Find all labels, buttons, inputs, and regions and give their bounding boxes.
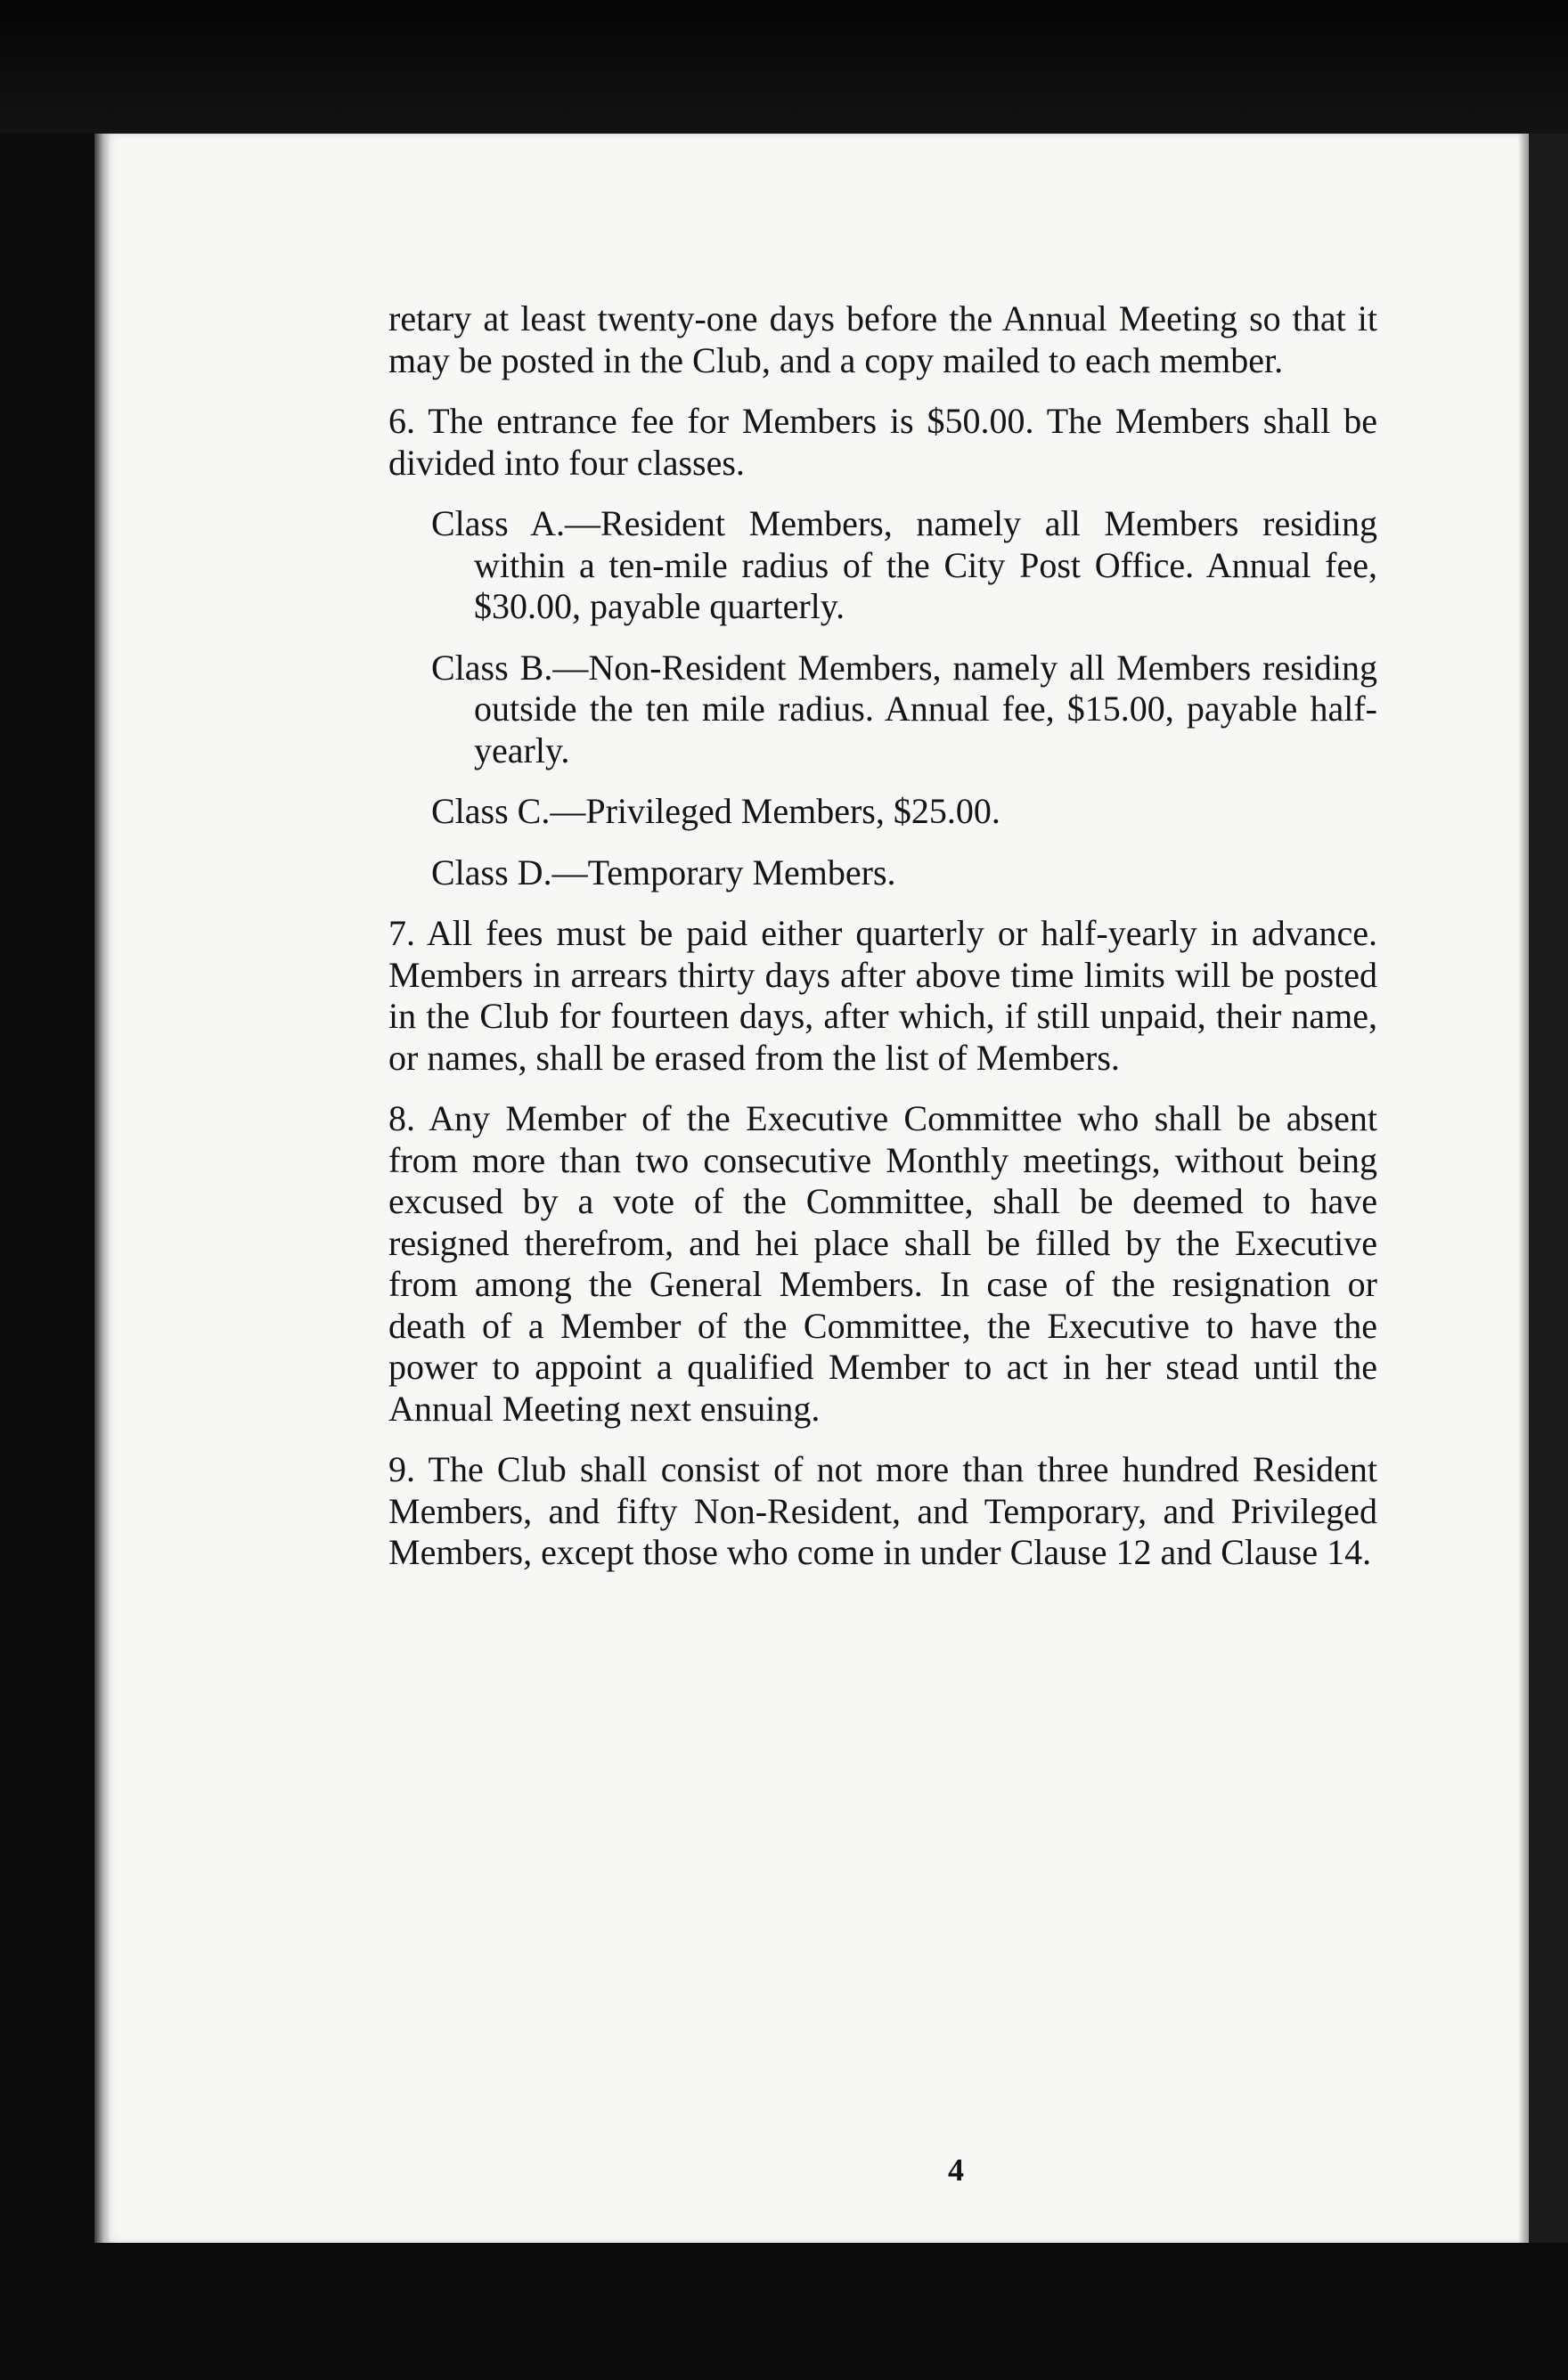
scan-right-border [1529,134,1568,2243]
paragraph-8-executive-committee: 8. Any Member of the Executive Committee who shall be absent from more than two consecutive Monthly meetings, without being excused by a vote of the Committee, shall be deemed to have resigned therefrom, and hei place shall be filled by the Executive from among the General Members. In case of the resignation or death of a Member of the Committee, the Executive to have the power to appoint a qualified Member to act in her stead until the Annual Meeting next ensuing. [388,1098,1377,1429]
page-right-edge [1518,134,1529,2243]
paragraph-7-fees: 7. All fees must be paid either quarterly or half-yearly in advance. Members in arrears thirty days after above time limits will be posted in the Club for fourteen days, after which, if still unpaid, their name, or names, shall be erased from the list of Members. [388,913,1377,1078]
paragraph-intro: retary at least twenty-one days before the Annual Meeting so that it may be posted in the Club, and a copy mailed to each member. [388,298,1377,380]
page-binding-shadow [94,134,110,2243]
page-number-text: 4 [948,2152,964,2188]
class-a-item: Class A.—Resident Members, namely all Members residing within a ten-mile radius of the City Post Office. Annual fee, $30.00, payable quarterly. [431,503,1377,626]
class-d-item: Class D.—Temporary Members. [431,852,896,892]
scan-top-border [0,0,1568,134]
page-body-text [388,298,1377,1593]
class-c-item: Class C.—Privileged Members, $25.00. [431,791,1000,831]
class-b-item: Class B.—Non-Resident Members, namely all Members residing outside the ten mile radius. Annual fee, $15.00, payable half-yearly. [431,647,1377,770]
paragraph-6-entrance-fee: 6. The entrance fee for Members is $50.00. The Members shall be divided into four classes. [388,401,1377,483]
paragraph-9-membership-limit: 9. The Club shall consist of not more than three hundred Resident Members, and fifty Non-Resident, and Temporary, and Privileged Members, except those who come in under Clause 12 and Clause 14. [388,1449,1377,1572]
page-number [94,2151,1529,2188]
